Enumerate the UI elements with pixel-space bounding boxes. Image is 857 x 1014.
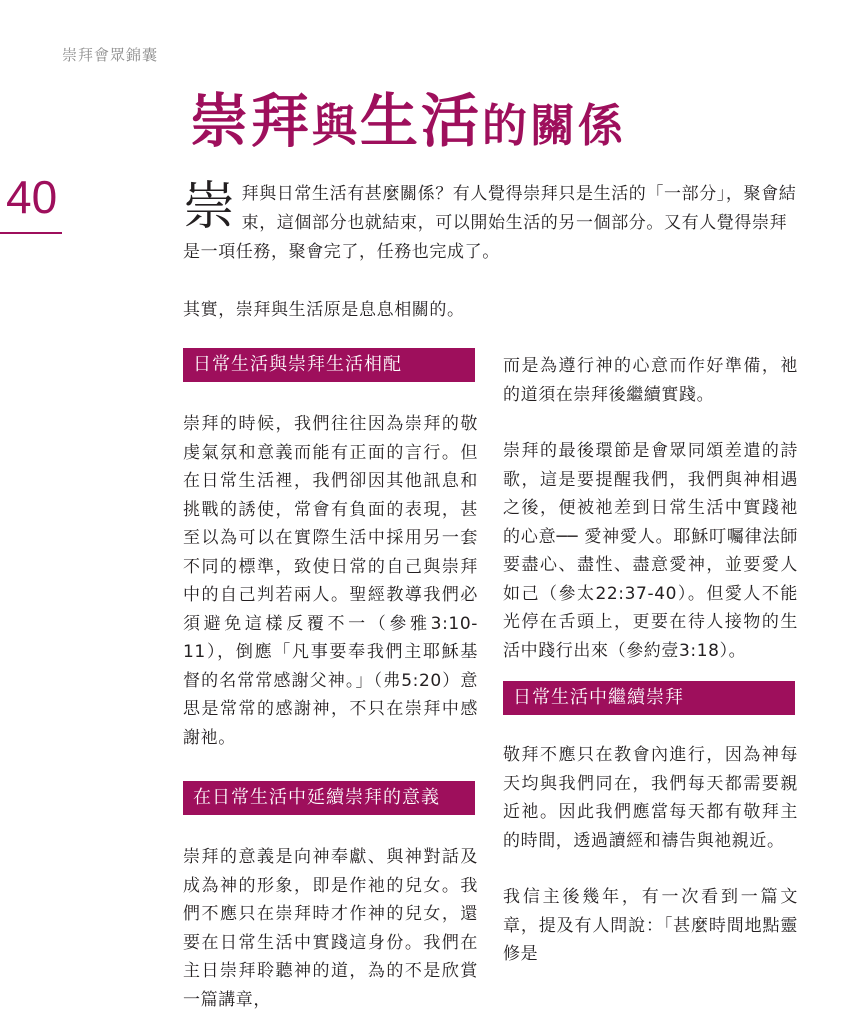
continued-text: 而是為遵行神的心意而作好準備，祂的道須在崇拜後繼續實踐。 xyxy=(503,356,798,405)
section-2-text: 崇拜的意義是向神奉獻、與神對話及成為神的形象，即是作祂的兒女。我們不應只在崇拜時才作神的兒女，還要在日常生活中實踐這身份。我們在主日崇拜聆聽神的道，為的不是欣賞一篇講章， xyxy=(183,847,478,1010)
right-paragraph-4: 我信主後幾年，有一次看到一篇文章，提及有人問說：「甚麼時間地點靈修是 xyxy=(503,887,798,964)
title-part4: 的關係 xyxy=(482,99,627,152)
title-part3: 生活 xyxy=(360,87,483,155)
intro-paragraph-2: 其實，崇拜與生活原是息息相關的。 xyxy=(183,300,465,320)
intro-paragraph-1: 拜與日常生活有甚麼關係？有人覺得崇拜只是生活的「一部分」，聚會結束，這個部分也就結束，可以開始生活的另一個部分。又有人覺得崇拜是一項任務，聚會完了，任務也完成了。 xyxy=(183,184,797,262)
intro-section xyxy=(183,177,798,325)
title-part2: 與 xyxy=(312,99,361,152)
right-column xyxy=(503,352,798,969)
page-number: 40 xyxy=(6,171,58,223)
section-heading-2: 在日常生活中延續崇拜的意義 xyxy=(183,781,475,815)
section-1-text: 崇拜的時候，我們往往因為崇拜的敬虔氣氛和意義而能有正面的言行。但在日常生活裡，我們卻因其他訊息和挑戰的誘使，常會有負面的表現，甚至以為可以在實際生活中採用另一套不同的標準，致使日常的自己與崇拜中的自己判若兩人。聖經教導我們必須避免這樣反覆不一（參雅3:10-11），倒應「凡事要奉我們主耶穌基督的名常常感謝父神。」（弗5:20）意思是常常的感謝神，不只在崇拜中感謝祂。 xyxy=(183,414,478,748)
section-heading-3: 日常生活中繼續崇拜 xyxy=(503,681,795,715)
right-paragraph-3: 敬拜不應只在教會內進行，因為神每天均與我們同在，我們每天都需要親近祂。因此我們應當每天都有敬拜主的時間，透過讀經和禱告與祂親近。 xyxy=(503,745,798,851)
section-heading-1: 日常生活與崇拜生活相配 xyxy=(183,348,475,382)
running-head: 崇拜會眾錦囊 xyxy=(62,46,159,64)
drop-cap: 崇 xyxy=(183,177,236,237)
right-paragraph-2: 崇拜的最後環節是會眾同頌差遣的詩歌，這是要提醒我們，我們與神相遇之後，便被祂差到日常生活中實踐祂的心意── 愛神愛人。耶穌叮囑律法師要盡心、盡性、盡意愛神，並要愛人如己（參太22:37-40）。但愛人不能光停在舌頭上，更要在待人接物的生活中踐行出來（參約壹3:18）。 xyxy=(503,441,798,661)
title-part1: 崇拜 xyxy=(190,87,313,155)
left-column xyxy=(183,348,478,1014)
page-number-rule xyxy=(0,232,62,234)
page-title xyxy=(190,87,627,155)
